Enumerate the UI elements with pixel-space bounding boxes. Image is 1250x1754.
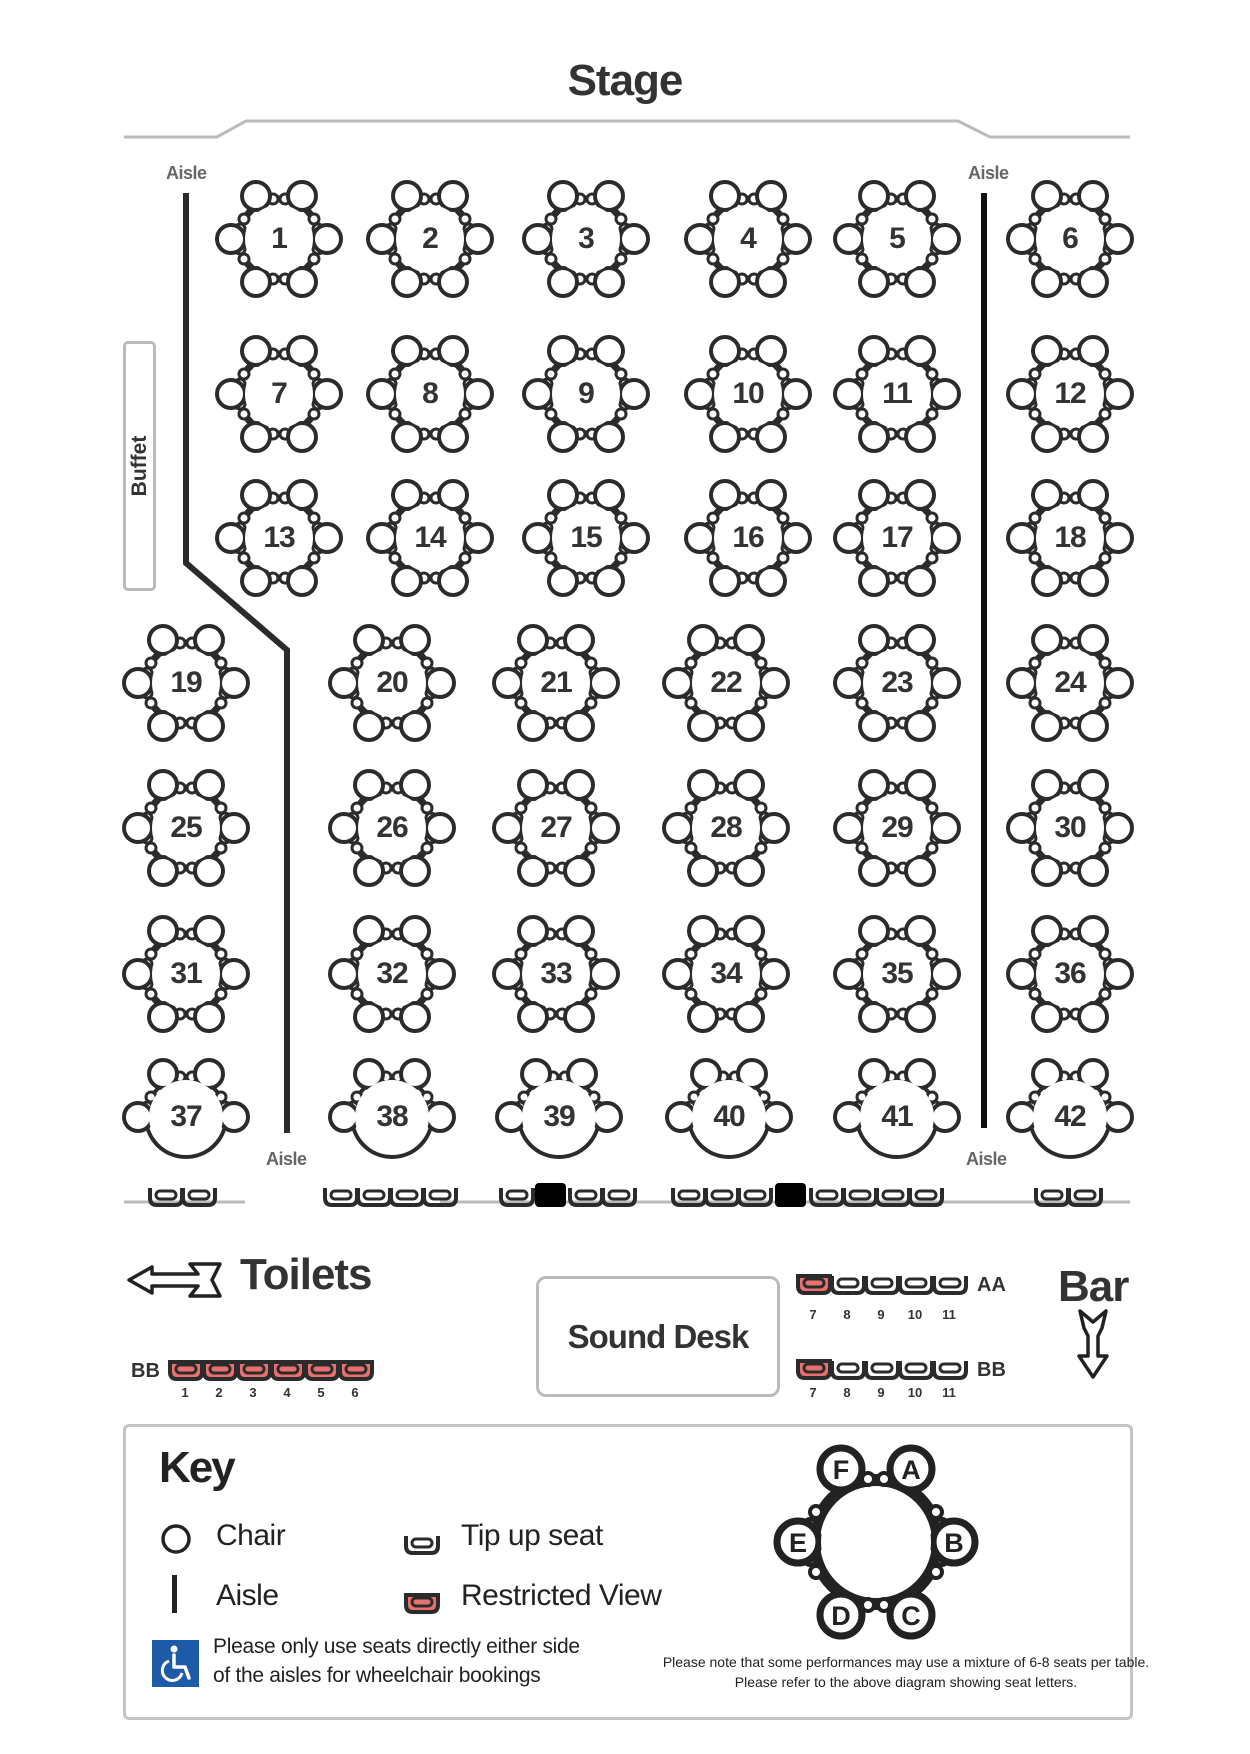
seat-number: 10 <box>907 1307 923 1322</box>
seat-note-line2: Please refer to the above diagram showing seat letters. <box>734 1674 1078 1690</box>
seat-letter-c: C <box>901 1601 921 1631</box>
table-number: 5 <box>889 222 905 255</box>
seat-letter-d: D <box>831 1601 851 1631</box>
seat-number: 1 <box>181 1385 189 1400</box>
table-number: 18 <box>1054 521 1086 554</box>
table-5[interactable] <box>832 179 962 299</box>
key-aisle-label: Aisle <box>216 1579 279 1612</box>
toilets-label: Toilets <box>240 1250 372 1299</box>
seat-letter-a: A <box>901 1455 921 1485</box>
seat-number: 4 <box>283 1385 291 1400</box>
table-number: 14 <box>414 521 446 554</box>
table-14[interactable] <box>365 478 495 598</box>
table-19[interactable] <box>121 623 251 743</box>
seat-number: 3 <box>249 1385 257 1400</box>
table-number: 20 <box>376 666 408 699</box>
seat-number: 8 <box>843 1307 851 1322</box>
seat-number: 9 <box>877 1385 885 1400</box>
aisle-label-top-left: Aisle <box>166 163 207 183</box>
seat-letter-diagram <box>756 1437 996 1647</box>
table-number: 36 <box>1054 957 1086 990</box>
table-34[interactable] <box>661 914 791 1034</box>
table-29[interactable] <box>832 768 962 888</box>
table-31[interactable] <box>121 914 251 1034</box>
table-11[interactable] <box>832 334 962 454</box>
aisle-icon <box>170 1575 180 1615</box>
table-number: 33 <box>540 957 572 990</box>
table-number: 41 <box>881 1100 913 1133</box>
table-22[interactable] <box>661 623 791 743</box>
seat-number: 6 <box>351 1385 359 1400</box>
wheelchair-note <box>213 1632 580 1690</box>
table-number: 12 <box>1054 377 1086 410</box>
table-number: 6 <box>1062 222 1078 255</box>
sound-desk: Sound Desk <box>536 1276 780 1397</box>
restricted-view-icon <box>402 1591 442 1615</box>
table-number: 24 <box>1054 666 1086 699</box>
row-label-aa-right: AA <box>977 1274 1006 1296</box>
table-number: 4 <box>740 222 756 255</box>
table-30[interactable] <box>1005 768 1135 888</box>
table-number: 3 <box>578 222 594 255</box>
table-number: 38 <box>376 1100 408 1133</box>
table-number: 26 <box>376 811 408 844</box>
table-number: 28 <box>710 811 742 844</box>
table-number: 7 <box>271 377 287 410</box>
table-number: 9 <box>578 377 594 410</box>
table-41[interactable] <box>832 1057 962 1177</box>
table-number: 2 <box>422 222 438 255</box>
table-28[interactable] <box>661 768 791 888</box>
row-bb-left-seats <box>166 1358 376 1386</box>
aisle-label-bottom-right: Aisle <box>966 1149 1007 1169</box>
table-35[interactable] <box>832 914 962 1034</box>
tip-up-seat-icon <box>402 1532 442 1556</box>
table-25[interactable] <box>121 768 251 888</box>
stage-title: Stage <box>567 56 683 105</box>
row-label-bb-left: BB <box>131 1360 160 1382</box>
table-36[interactable] <box>1005 914 1135 1034</box>
table-number: 15 <box>570 521 602 554</box>
seat-number: 7 <box>809 1385 817 1400</box>
seat-number: 8 <box>843 1385 851 1400</box>
seat-letter-e: E <box>788 1528 808 1558</box>
table-27[interactable] <box>491 768 621 888</box>
table-number: 30 <box>1054 811 1086 844</box>
table-number: 35 <box>881 957 913 990</box>
buffet <box>123 341 156 591</box>
table-13[interactable] <box>214 478 344 598</box>
table-number: 27 <box>540 811 572 844</box>
seat-number: 11 <box>942 1385 956 1400</box>
table-23[interactable] <box>832 623 962 743</box>
table-number: 16 <box>732 521 764 554</box>
table-number: 34 <box>710 957 742 990</box>
table-number: 39 <box>543 1100 575 1133</box>
row-bb-right-seats <box>794 1357 969 1385</box>
wheelchair-icon <box>152 1640 199 1687</box>
aisle-label-bottom-left: Aisle <box>266 1149 307 1169</box>
key-tip-up-label: Tip up seat <box>461 1519 603 1552</box>
aisle-label-top-right: Aisle <box>968 163 1009 183</box>
table-17[interactable] <box>832 478 962 598</box>
table-21[interactable] <box>491 623 621 743</box>
buffet-label: Buffet <box>127 435 151 497</box>
seat-letter-b: B <box>944 1528 964 1558</box>
table-9[interactable] <box>521 334 651 454</box>
table-number: 42 <box>1054 1100 1086 1133</box>
table-10[interactable] <box>683 334 813 454</box>
seat-number: 10 <box>907 1385 923 1400</box>
table-number: 17 <box>881 521 913 554</box>
table-33[interactable] <box>491 914 621 1034</box>
row-aa-right-seats <box>794 1272 969 1300</box>
wheelchair-note-line2: of the aisles for wheelchair bookings <box>213 1664 541 1687</box>
seat-note-line1: Please note that some performances may use a mixture of 6-8 seats per table. <box>662 1654 1150 1670</box>
table-15[interactable] <box>521 478 651 598</box>
seat-number: 11 <box>942 1307 956 1322</box>
table-40[interactable] <box>664 1057 794 1177</box>
table-18[interactable] <box>1005 478 1135 598</box>
key-legend <box>123 1424 1150 1720</box>
table-number: 13 <box>263 521 295 554</box>
seat-number: 2 <box>215 1385 223 1400</box>
seat-group-2 <box>325 1188 456 1205</box>
table-7[interactable] <box>214 334 344 454</box>
front-seat-row <box>0 1180 1250 1220</box>
table-number: 21 <box>540 666 572 699</box>
table-32[interactable] <box>327 914 457 1034</box>
table-number: 23 <box>881 666 913 699</box>
table-37[interactable] <box>121 1057 251 1177</box>
table-number: 40 <box>713 1100 745 1133</box>
seat-number: 9 <box>877 1307 885 1322</box>
table-number: 29 <box>881 811 913 844</box>
table-number: 10 <box>732 377 764 410</box>
table-12[interactable] <box>1005 334 1135 454</box>
seat-note <box>626 1652 1186 1692</box>
chair-icon <box>159 1522 193 1556</box>
arrow-left-icon <box>126 1260 226 1300</box>
table-3[interactable] <box>521 179 651 299</box>
table-38[interactable] <box>327 1057 457 1177</box>
arrow-down-icon <box>1075 1308 1111 1380</box>
wheelchair-note-line1: Please only use seats directly either side <box>213 1635 580 1658</box>
table-number: 25 <box>170 811 202 844</box>
row-label-bb-right: BB <box>977 1359 1006 1381</box>
table-8[interactable] <box>365 334 495 454</box>
table-number: 8 <box>422 377 438 410</box>
table-26[interactable] <box>327 768 457 888</box>
table-6[interactable] <box>1005 179 1135 299</box>
table-2[interactable] <box>365 179 495 299</box>
seat-number: 7 <box>809 1307 817 1322</box>
table-42[interactable] <box>1005 1057 1135 1177</box>
key-restricted-label: Restricted View <box>461 1579 662 1612</box>
table-39[interactable] <box>494 1057 624 1177</box>
table-number: 32 <box>376 957 408 990</box>
bar-label: Bar <box>1058 1262 1129 1311</box>
seat-number: 5 <box>317 1385 325 1400</box>
table-20[interactable] <box>327 623 457 743</box>
table-number: 11 <box>882 377 912 410</box>
table-number: 19 <box>170 666 202 699</box>
table-number: 1 <box>271 222 287 255</box>
table-4[interactable] <box>683 179 813 299</box>
key-title: Key <box>159 1443 234 1492</box>
table-number: 22 <box>710 666 742 699</box>
table-1[interactable] <box>214 179 344 299</box>
table-number: 31 <box>170 957 202 990</box>
key-chair-label: Chair <box>216 1519 286 1552</box>
table-16[interactable] <box>683 478 813 598</box>
seat-letter-f: F <box>832 1455 850 1485</box>
table-24[interactable] <box>1005 623 1135 743</box>
table-number: 37 <box>170 1100 202 1133</box>
